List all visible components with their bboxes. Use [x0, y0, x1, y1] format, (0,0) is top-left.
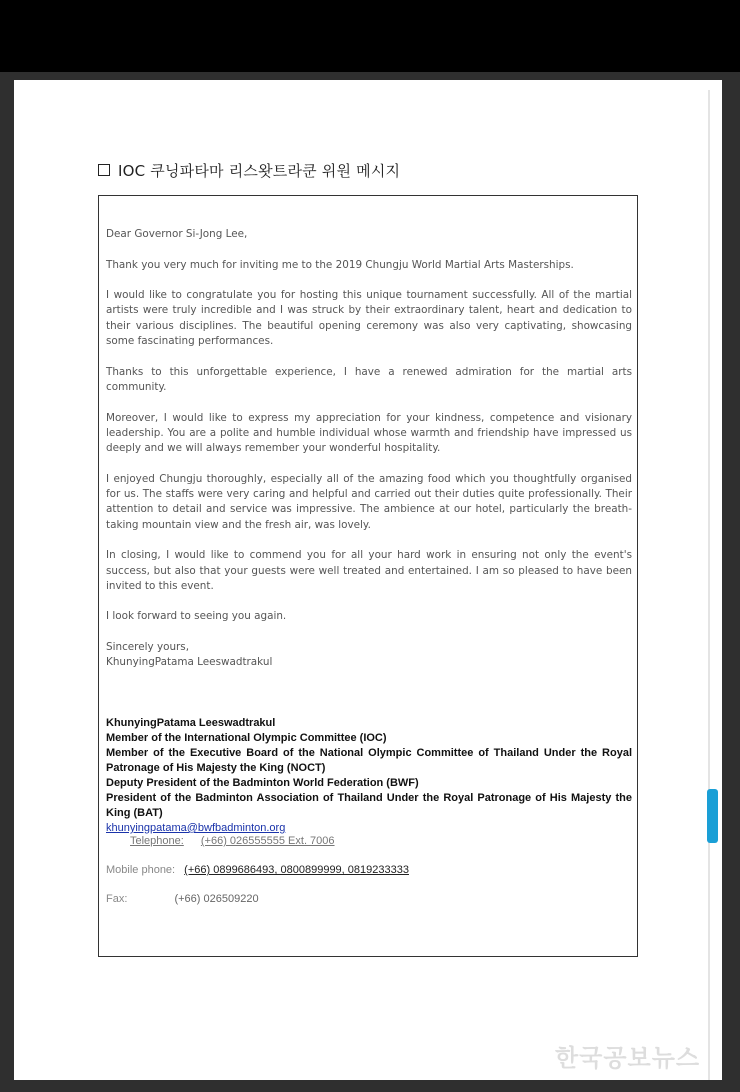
paragraph: I would like to congratulate you for hosting this unique tournament successfully. All of the martial artists were truly incredible and I was struck by their extraordinary talent, heart and dedication to their various disciplines. The beautiful opening ceremony was also very captivating, showcasing some fascinating performances.	[106, 289, 632, 348]
page-title-text: IOC 쿠닝파타마 리스왓트라쿤 위원 메시지	[118, 162, 401, 180]
closing: Sincerely yours,	[106, 641, 190, 654]
telephone-label: Telephone:	[130, 835, 184, 847]
paragraph: Thanks to this unforgettable experience, I have a renewed admiration for the martial arts community.	[106, 365, 632, 393]
top-status-bar	[0, 0, 740, 72]
signature-role: Member of the Executive Board of the National Olympic Committee of Thailand Under the Royal Patronage of His Majesty the King (NOCT)	[106, 747, 632, 774]
watermark: 한국공보뉴스	[555, 1044, 701, 1072]
paragraph: Thank you very much for inviting me to the 2019 Chungju World Martial Arts Masterships.	[106, 258, 574, 271]
closing-name: KhunyingPatama Leeswadtrakul	[106, 656, 273, 669]
paragraph: In closing, I would like to commend you for all your hard work in ensuring not only the event's success, but also that your guests were well treated and entertained. I am so pleased to have been invited to this event.	[106, 549, 632, 592]
salutation: Dear Governor Si-Jong Lee,	[106, 228, 248, 240]
checkbox-icon	[98, 164, 110, 176]
mobile-row	[106, 864, 632, 876]
signature-block	[106, 716, 632, 836]
signature-name: KhunyingPatama Leeswadtrakul	[106, 717, 276, 729]
scrollbar-thumb[interactable]	[707, 789, 718, 843]
mobile-label: Mobile phone:	[106, 864, 176, 876]
paragraph: Moreover, I would like to express my appreciation for your kindness, competence and visionary leadership. You are a polite and humble individual whose warmth and friendship have impressed us deeply and we will always remember your wonderful hospitality.	[106, 411, 632, 455]
signature-role: President of the Badminton Association of Thailand Under the Royal Patronage of His Majesty the King (BAT)	[106, 792, 632, 819]
document-page	[14, 80, 722, 1080]
signature-role: Deputy President of the Badminton World Federation (BWF)	[106, 777, 419, 789]
page-edge	[708, 90, 710, 1080]
letter-frame	[98, 195, 638, 957]
mobile-value: (+66) 0899686493, 0800899999, 0819233333	[184, 864, 409, 876]
paragraph: I enjoyed Chungju thoroughly, especially all of the amazing food which you thoughtfully organised for us. The staffs were very caring and helpful and carried out their duties quite professionally. Their attention to detail and service was impressive. The ambience at our hotel, particularly the breath-taking mountain view and the fresh air, was lovely.	[106, 472, 632, 531]
telephone-value: (+66) 026555555 Ext. 7006	[200, 835, 335, 847]
fax-row	[106, 893, 632, 905]
letter-body	[106, 227, 632, 671]
paragraph: I look forward to seeing you again.	[106, 610, 287, 623]
telephone-row	[130, 835, 656, 847]
signature-role: Member of the International Olympic Committee (IOC)	[106, 732, 387, 744]
email-link[interactable]: khunyingpatama@bwfbadminton.org	[106, 822, 286, 834]
fax-label: Fax:	[106, 893, 128, 905]
page-title	[98, 160, 400, 181]
fax-value: (+66) 026509220	[174, 893, 259, 905]
